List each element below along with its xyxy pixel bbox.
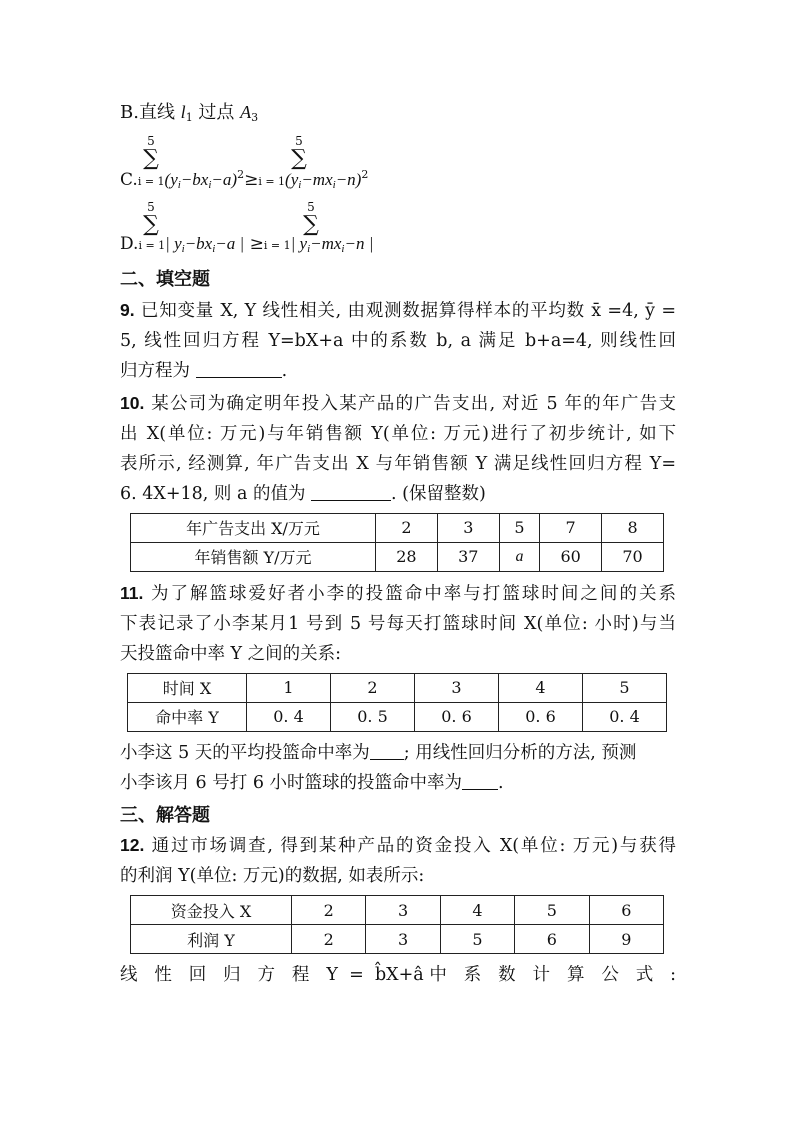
question-11-continued xyxy=(120,738,676,798)
index-sub: i xyxy=(181,242,185,255)
table-row xyxy=(131,513,664,542)
table-cell: a xyxy=(499,542,539,571)
expr-part: | y xyxy=(290,233,308,253)
expr-part: −n | xyxy=(344,233,374,253)
q11-line-3: 天投篮命中率 Y 之间的关系: xyxy=(120,643,342,664)
table-cell: 60 xyxy=(540,542,602,571)
q11-line-5-end: . xyxy=(498,772,504,793)
sum-index: i = 1 xyxy=(138,238,166,252)
sum-upper-bound: 5 xyxy=(147,199,155,214)
sigma-icon: ∑ xyxy=(143,145,159,171)
answer-blank[interactable] xyxy=(462,773,498,790)
point-subscript: 3 xyxy=(251,111,259,124)
expr-part: −a | xyxy=(215,233,245,253)
table-cell: 9 xyxy=(589,925,663,954)
table-cell: 时间 X xyxy=(128,673,247,702)
line-subscript: 1 xyxy=(185,111,193,124)
sum-upper-bound: 5 xyxy=(295,133,303,148)
option-d-label: D. xyxy=(120,233,139,254)
question-10 xyxy=(120,388,676,509)
table-cell: 命中率 Y xyxy=(128,702,247,731)
table-cell: 年销售额 Y/万元 xyxy=(131,542,376,571)
q11-line-1: 为了解篮球爱好者小李的投篮命中率与打篮球时间之间的关系 xyxy=(143,583,676,604)
expr-part: −a) xyxy=(211,169,238,189)
q12-line-2: 的利润 Y(单位: 万元)的数据, 如表所示: xyxy=(120,866,425,887)
table-cell: 0. 6 xyxy=(499,702,583,731)
sum-symbol-left xyxy=(140,134,162,170)
q11-table xyxy=(127,673,667,732)
q10-line-3: 表所示, 经测算, 年广告支出 X 与年销售额 Y 满足线性回归方程 Y= xyxy=(120,453,676,474)
table-cell: 5 xyxy=(583,673,667,702)
table-cell: 0. 4 xyxy=(583,702,667,731)
option-d xyxy=(120,200,676,258)
table-cell: 2 xyxy=(292,896,366,925)
expr-part: (y xyxy=(285,169,299,189)
table-cell: 37 xyxy=(437,542,499,571)
option-b-mid: 过点 xyxy=(192,102,241,123)
table-cell: 年广告支出 X/万元 xyxy=(131,513,376,542)
q12-line-3: 线 性 回 归 方 程 Y = b̂X+â中 系 数 计 算 公 式 : xyxy=(120,965,676,986)
table-cell: 3 xyxy=(437,513,499,542)
table-cell: 5 xyxy=(440,925,514,954)
q10-line-4-end: . (保留整数) xyxy=(391,483,486,504)
q11-line-2: 下表记录了小李某月1 号到 5 号每天打篮球时间 X(单位: 小时)与当 xyxy=(120,613,676,634)
q11-line-4-end: ; 用线性回归分析的方法, 预测 xyxy=(403,742,637,763)
q9-line-1: 已知变量 X, Y 线性相关, 由观测数据算得样本的平均数 x̄ =4, ȳ = xyxy=(134,300,676,321)
question-12 xyxy=(120,830,676,891)
q11-line-4: 小李这 5 天的平均投篮命中率为 xyxy=(120,742,370,763)
option-c-label: C. xyxy=(120,169,138,190)
sum-symbol-right xyxy=(300,200,322,236)
power: 2 xyxy=(361,167,369,181)
expr-part: −mx xyxy=(301,169,333,189)
sum-index: i = 1 xyxy=(263,238,291,252)
sigma-icon: ∑ xyxy=(303,211,319,237)
table-cell: 3 xyxy=(415,673,499,702)
table-cell: 28 xyxy=(376,542,438,571)
expr-part: −bx xyxy=(180,169,209,189)
section-heading-solutions: 三、解答题 xyxy=(120,804,210,826)
index-sub: i xyxy=(307,242,311,255)
point-symbol: A xyxy=(240,102,252,122)
q10-line-4: 6. 4X+18, 则 a 的值为 xyxy=(120,483,306,504)
table-row xyxy=(131,542,664,571)
q12-table xyxy=(130,895,664,954)
sigma-icon: ∑ xyxy=(143,211,159,237)
table-row xyxy=(131,925,664,954)
expr-part: −mx xyxy=(310,233,342,253)
sum-symbol-left xyxy=(140,200,162,236)
index-sub: i xyxy=(177,178,181,191)
answer-blank[interactable] xyxy=(311,484,391,501)
relation: ≥ xyxy=(244,169,259,190)
table-cell: 6 xyxy=(515,925,589,954)
question-number: 12. xyxy=(120,835,145,856)
table-cell: 利润 Y xyxy=(131,925,292,954)
table-cell: 8 xyxy=(602,513,664,542)
expr-part: −bx xyxy=(184,233,213,253)
power: 2 xyxy=(237,167,245,181)
sum-upper-bound: 5 xyxy=(147,133,155,148)
q9-line-3-end: . xyxy=(281,360,288,381)
sum-symbol-right xyxy=(288,134,310,170)
table-cell: 2 xyxy=(292,925,366,954)
answer-blank[interactable] xyxy=(196,361,282,378)
table-cell: 5 xyxy=(499,513,539,542)
index-sub: i xyxy=(332,178,336,191)
question-9 xyxy=(120,295,676,386)
expr-part: | y xyxy=(165,233,182,253)
table-cell: 7 xyxy=(540,513,602,542)
option-c xyxy=(120,134,676,192)
table-row xyxy=(128,702,667,731)
section-heading-fill-in: 二、填空题 xyxy=(120,268,210,290)
table-cell: 0. 4 xyxy=(247,702,331,731)
table-cell: 0. 6 xyxy=(415,702,499,731)
table-cell: 5 xyxy=(515,896,589,925)
index-sub: i xyxy=(208,178,212,191)
table-cell: 4 xyxy=(499,673,583,702)
table-row xyxy=(128,673,667,702)
table-cell: 6 xyxy=(589,896,663,925)
expr-part: (y xyxy=(164,169,178,189)
table-cell: 1 xyxy=(247,673,331,702)
q9-line-2: 5, 线性回归方程 Y=bX+a 中的系数 b, a 满足 b+a=4, 则线性回 xyxy=(120,330,676,351)
sum-index: i = 1 xyxy=(137,174,165,188)
q10-line-2: 出 X(单位: 万元)与年销售额 Y(单位: 万元)进行了初步统计, 如下 xyxy=(120,423,676,444)
table-cell: 0. 5 xyxy=(331,702,415,731)
table-cell: 70 xyxy=(602,542,664,571)
index-sub: i xyxy=(298,178,302,191)
q9-line-3: 归方程为 xyxy=(120,360,190,381)
expr-part: −n) xyxy=(335,169,362,189)
q10-table xyxy=(130,513,664,572)
sum-index: i = 1 xyxy=(258,174,286,188)
table-cell: 2 xyxy=(331,673,415,702)
question-number: 9. xyxy=(120,299,135,320)
question-number: 10. xyxy=(120,392,145,413)
answer-blank[interactable] xyxy=(370,743,404,760)
table-cell: 资金投入 X xyxy=(131,896,292,925)
option-b xyxy=(120,98,676,128)
option-d-expression xyxy=(120,234,373,255)
relation: ≥ xyxy=(249,233,264,254)
table-row xyxy=(131,896,664,925)
index-sub: i xyxy=(341,242,345,255)
table-cell: 4 xyxy=(440,896,514,925)
table-cell: 2 xyxy=(376,513,438,542)
sum-upper-bound: 5 xyxy=(307,199,315,214)
index-sub: i xyxy=(212,242,216,255)
sigma-icon: ∑ xyxy=(291,145,307,171)
q11-line-5: 小李该月 6 号打 6 小时篮球的投篮命中率为 xyxy=(120,772,463,793)
question-11 xyxy=(120,578,676,669)
q10-line-1: 某公司为确定明年投入某产品的广告支出, 对近 5 年的年广告支 xyxy=(144,393,676,414)
table-cell: 3 xyxy=(366,896,440,925)
table-cell: 3 xyxy=(366,925,440,954)
option-b-prefix: B.直线 xyxy=(120,102,181,123)
option-c-expression xyxy=(120,168,368,191)
line-symbol: l xyxy=(180,102,186,122)
document-page xyxy=(120,96,676,990)
question-number: 11. xyxy=(120,582,144,603)
q12-line-1: 通过市场调查, 得到某种产品的资金投入 X(单位: 万元)与获得 xyxy=(144,836,676,857)
